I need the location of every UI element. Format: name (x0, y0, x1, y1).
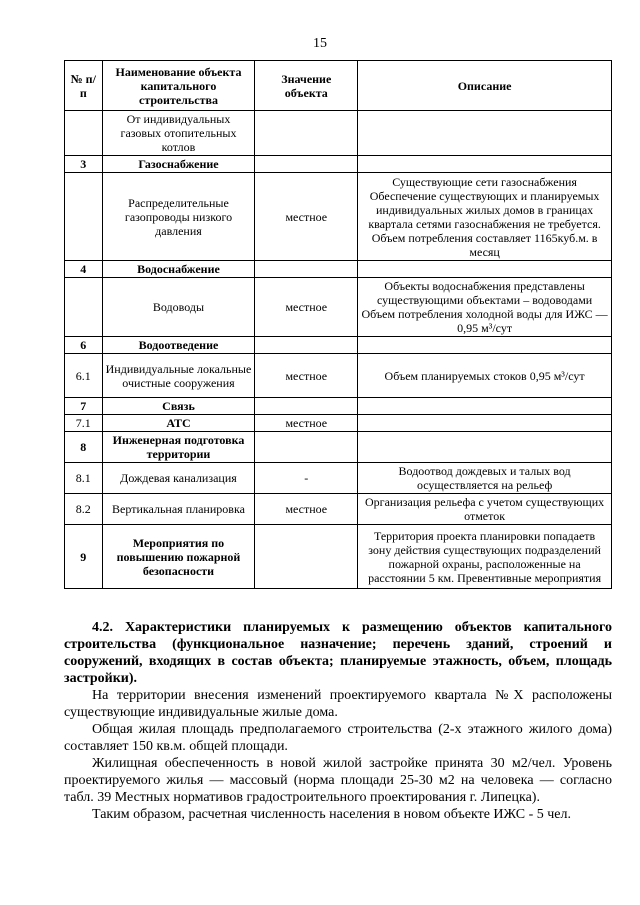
table-cell-num: 6.1 (65, 354, 103, 398)
table-cell-desc (358, 111, 612, 156)
table-header-row (65, 61, 612, 111)
table-cell-value: местное (255, 354, 358, 398)
table-cell-name: Связь (102, 398, 255, 415)
table-cell-name: Индивидуальные локальные очистные сооружения (102, 354, 255, 398)
table-cell-name: Водоснабжение (102, 261, 255, 278)
table-cell-name: Водоотведение (102, 337, 255, 354)
table-cell-name: Газоснабжение (102, 156, 255, 173)
table-cell-name: Дождевая канализация (102, 463, 255, 494)
table-cell-desc: Объем планируемых стоков 0,95 м³/сут (358, 354, 612, 398)
table-cell-num (65, 173, 103, 261)
table-cell-name: Вертикальная планировка (102, 494, 255, 525)
table-cell-desc (358, 261, 612, 278)
table-cell-value (255, 111, 358, 156)
table-cell-num: 7 (65, 398, 103, 415)
table-cell-num: 9 (65, 525, 103, 589)
table-cell-num (65, 278, 103, 337)
table-cell-name: От индивидуальных газовых отопительных котлов (102, 111, 255, 156)
table-row (65, 432, 612, 463)
table-cell-value: местное (255, 278, 358, 337)
objects-table (64, 60, 612, 589)
table-cell-desc: Водоотвод дождевых и талых вод осуществляется на рельеф (358, 463, 612, 494)
table-cell-num: 3 (65, 156, 103, 173)
table-cell-value: местное (255, 415, 358, 432)
table-cell-name: Инженерная подготовка территории (102, 432, 255, 463)
table-cell-desc: Территория проекта планировки попадаетв зону действия существующих подразделений пожарной охраны, расположенные на расстоянии 5 км. Превентивные мероприятия (358, 525, 612, 589)
table-cell-value: местное (255, 173, 358, 261)
table-row (65, 173, 612, 261)
table-cell-name: Распределительные газопроводы низкого давления (102, 173, 255, 261)
table-cell-value (255, 525, 358, 589)
table-row (65, 354, 612, 398)
table-cell-num: 8.2 (65, 494, 103, 525)
table-cell-num: 8 (65, 432, 103, 463)
table-cell-desc (358, 432, 612, 463)
table-row (65, 494, 612, 525)
header-description: Описание (358, 61, 612, 111)
table-row (65, 111, 612, 156)
table-cell-value: местное (255, 494, 358, 525)
table-cell-desc (358, 156, 612, 173)
table-row (65, 415, 612, 432)
table-row (65, 398, 612, 415)
table-cell-num: 6 (65, 337, 103, 354)
table-row (65, 261, 612, 278)
table-cell-desc (358, 337, 612, 354)
table-cell-desc (358, 398, 612, 415)
table-cell-num (65, 111, 103, 156)
table-cell-num: 7.1 (65, 415, 103, 432)
table-cell-name: Мероприятия по повышению пожарной безопасности (102, 525, 255, 589)
section-heading: 4.2. Характеристики планируемых к размещению объектов капитального строительства (функциональное назначение; перечень зданий, строений и сооружений, входящих в состав объекта; планируемые этажность, объем, площадь застройки). (64, 620, 612, 686)
table-cell-desc: Существующие сети газоснабжения Обеспечение существующих и планируемых индивидуальных жилых домов в границах квартала сетями газоснабжения не требуется. Объем потребления составляет 1165куб.м. в месяц (358, 173, 612, 261)
paragraph: Жилищная обеспеченность в новой жилой застройке принята 30 м2/чел. Уровень проектируемого жилья — массовый (норма площади 25-30 м2 на человека — согласно табл. 39 Местных нормативов градостроительного проектирования г. Липецка). (64, 756, 612, 805)
table-cell-value: - (255, 463, 358, 494)
body-text (64, 619, 612, 823)
table-cell-num: 4 (65, 261, 103, 278)
table-body (65, 111, 612, 589)
table-row (65, 156, 612, 173)
table-cell-name: АТС (102, 415, 255, 432)
table-row (65, 337, 612, 354)
table-row (65, 525, 612, 589)
table-cell-value (255, 261, 358, 278)
header-num: № п/п (65, 61, 103, 111)
header-value: Значение объекта (255, 61, 358, 111)
page-number: 15 (313, 36, 327, 51)
table-cell-desc (358, 415, 612, 432)
table-row (65, 278, 612, 337)
paragraph: Таким образом, расчетная численность населения в новом объекте ИЖС - 5 чел. (92, 807, 571, 822)
table-cell-desc: Объекты водоснабжения представлены существующими объектами – водоводами Объем потребления холодной воды для ИЖС — 0,95 м³/сут (358, 278, 612, 337)
header-name: Наименование объекта капитального строительства (102, 61, 255, 111)
paragraph: Общая жилая площадь предполагаемого строительства (2-х этажного жилого дома) составляет 150 кв.м. общей площади. (64, 722, 612, 754)
table-cell-num: 8.1 (65, 463, 103, 494)
table-row (65, 463, 612, 494)
table-cell-value (255, 156, 358, 173)
table-cell-value (255, 398, 358, 415)
table-cell-name: Водоводы (102, 278, 255, 337)
table-cell-value (255, 337, 358, 354)
table-cell-value (255, 432, 358, 463)
paragraph: На территории внесения изменений проектируемого квартала №Х расположены существующие индивидуальные жилые дома. (64, 688, 612, 720)
table-cell-desc: Организация рельефа с учетом существующих отметок (358, 494, 612, 525)
